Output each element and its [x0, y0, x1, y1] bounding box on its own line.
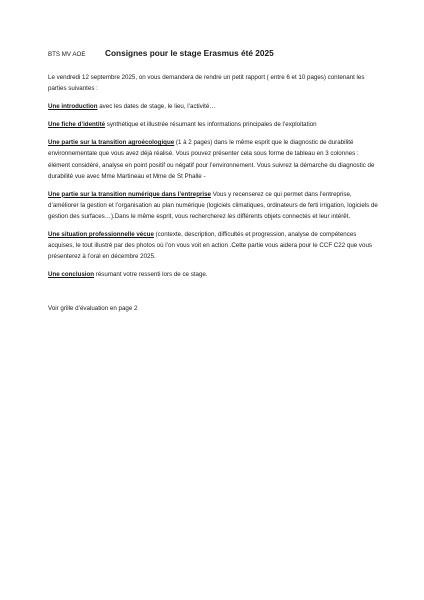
section-text: synthétique et illustrée résumant les informations principales de l’exploitation — [105, 121, 317, 129]
section-transition-numerique — [48, 189, 380, 222]
section-text: résumant votre ressenti lors de ce stage. — [94, 271, 208, 279]
section-lead: Une fiche d’identité — [48, 121, 106, 129]
document-body — [48, 48, 380, 315]
section-lead: Une situation professionnelle vécue — [48, 231, 154, 239]
evaluation-grid-note: Voir grille d’évaluation en page 2 — [48, 305, 138, 313]
intro-paragraph: Le vendredi 12 septembre 2025, on vous demandera de rendre un petit rapport ( entre 6 et 10 pages) contenant les parties suivantes : — [48, 74, 365, 93]
section-conclusion — [48, 269, 380, 280]
document-header — [48, 48, 380, 62]
section-lead: Une conclusion — [48, 271, 95, 279]
section-text: Vous y recenserez ce qui permet dans l’entreprise, d’améliorer la gestion et l’organisation au plan numérique (logiciels climatiques, ordinateurs de ferti irrigation, logiciels de gestion des surfaces…).Dans le même esprit, vous rechercherez les différents objets connectés et leur intérêt. — [48, 190, 378, 220]
section-transition-agroecologique — [48, 137, 380, 181]
section-lead: Une partie sur la transition numérique dans l’entreprise — [48, 190, 211, 198]
section-text: (1 à 2 pages) dans le même esprit que le diagnostic de durabilité environnementale que vous avez déjà réalisé. Vous pouvez présenter cela sous forme de tableau en 3 colonnes : élément considéré, analyse en point positif ou négatif pour l’environnement. Vous suivrez la démarche du diagnostic de durabilité vue avec Mme Martineau et Mme de St Phalle - — [48, 139, 375, 180]
section-lead: Une introduction — [48, 103, 98, 111]
course-label: BTS MV AOE — [48, 51, 86, 58]
section-text: (contexte, description, difficultés et progression, analyse de compétences acquises, le tout illustré par des photos où l’on vous voit en action .Cette partie vous aidera pour le CCF C22 que vous présenterez à l’oral en décembre 2025. — [48, 231, 372, 261]
section-lead: Une partie sur la transition agroécologique — [48, 139, 175, 147]
section-situation-professionnelle — [48, 229, 380, 262]
section-introduction — [48, 101, 380, 112]
section-fiche-identite — [48, 119, 380, 130]
section-text: avec les dates de stage, le lieu, l’activité… — [97, 103, 216, 111]
document-title: Consignes pour le stage Erasmus été 2025 — [105, 48, 274, 58]
